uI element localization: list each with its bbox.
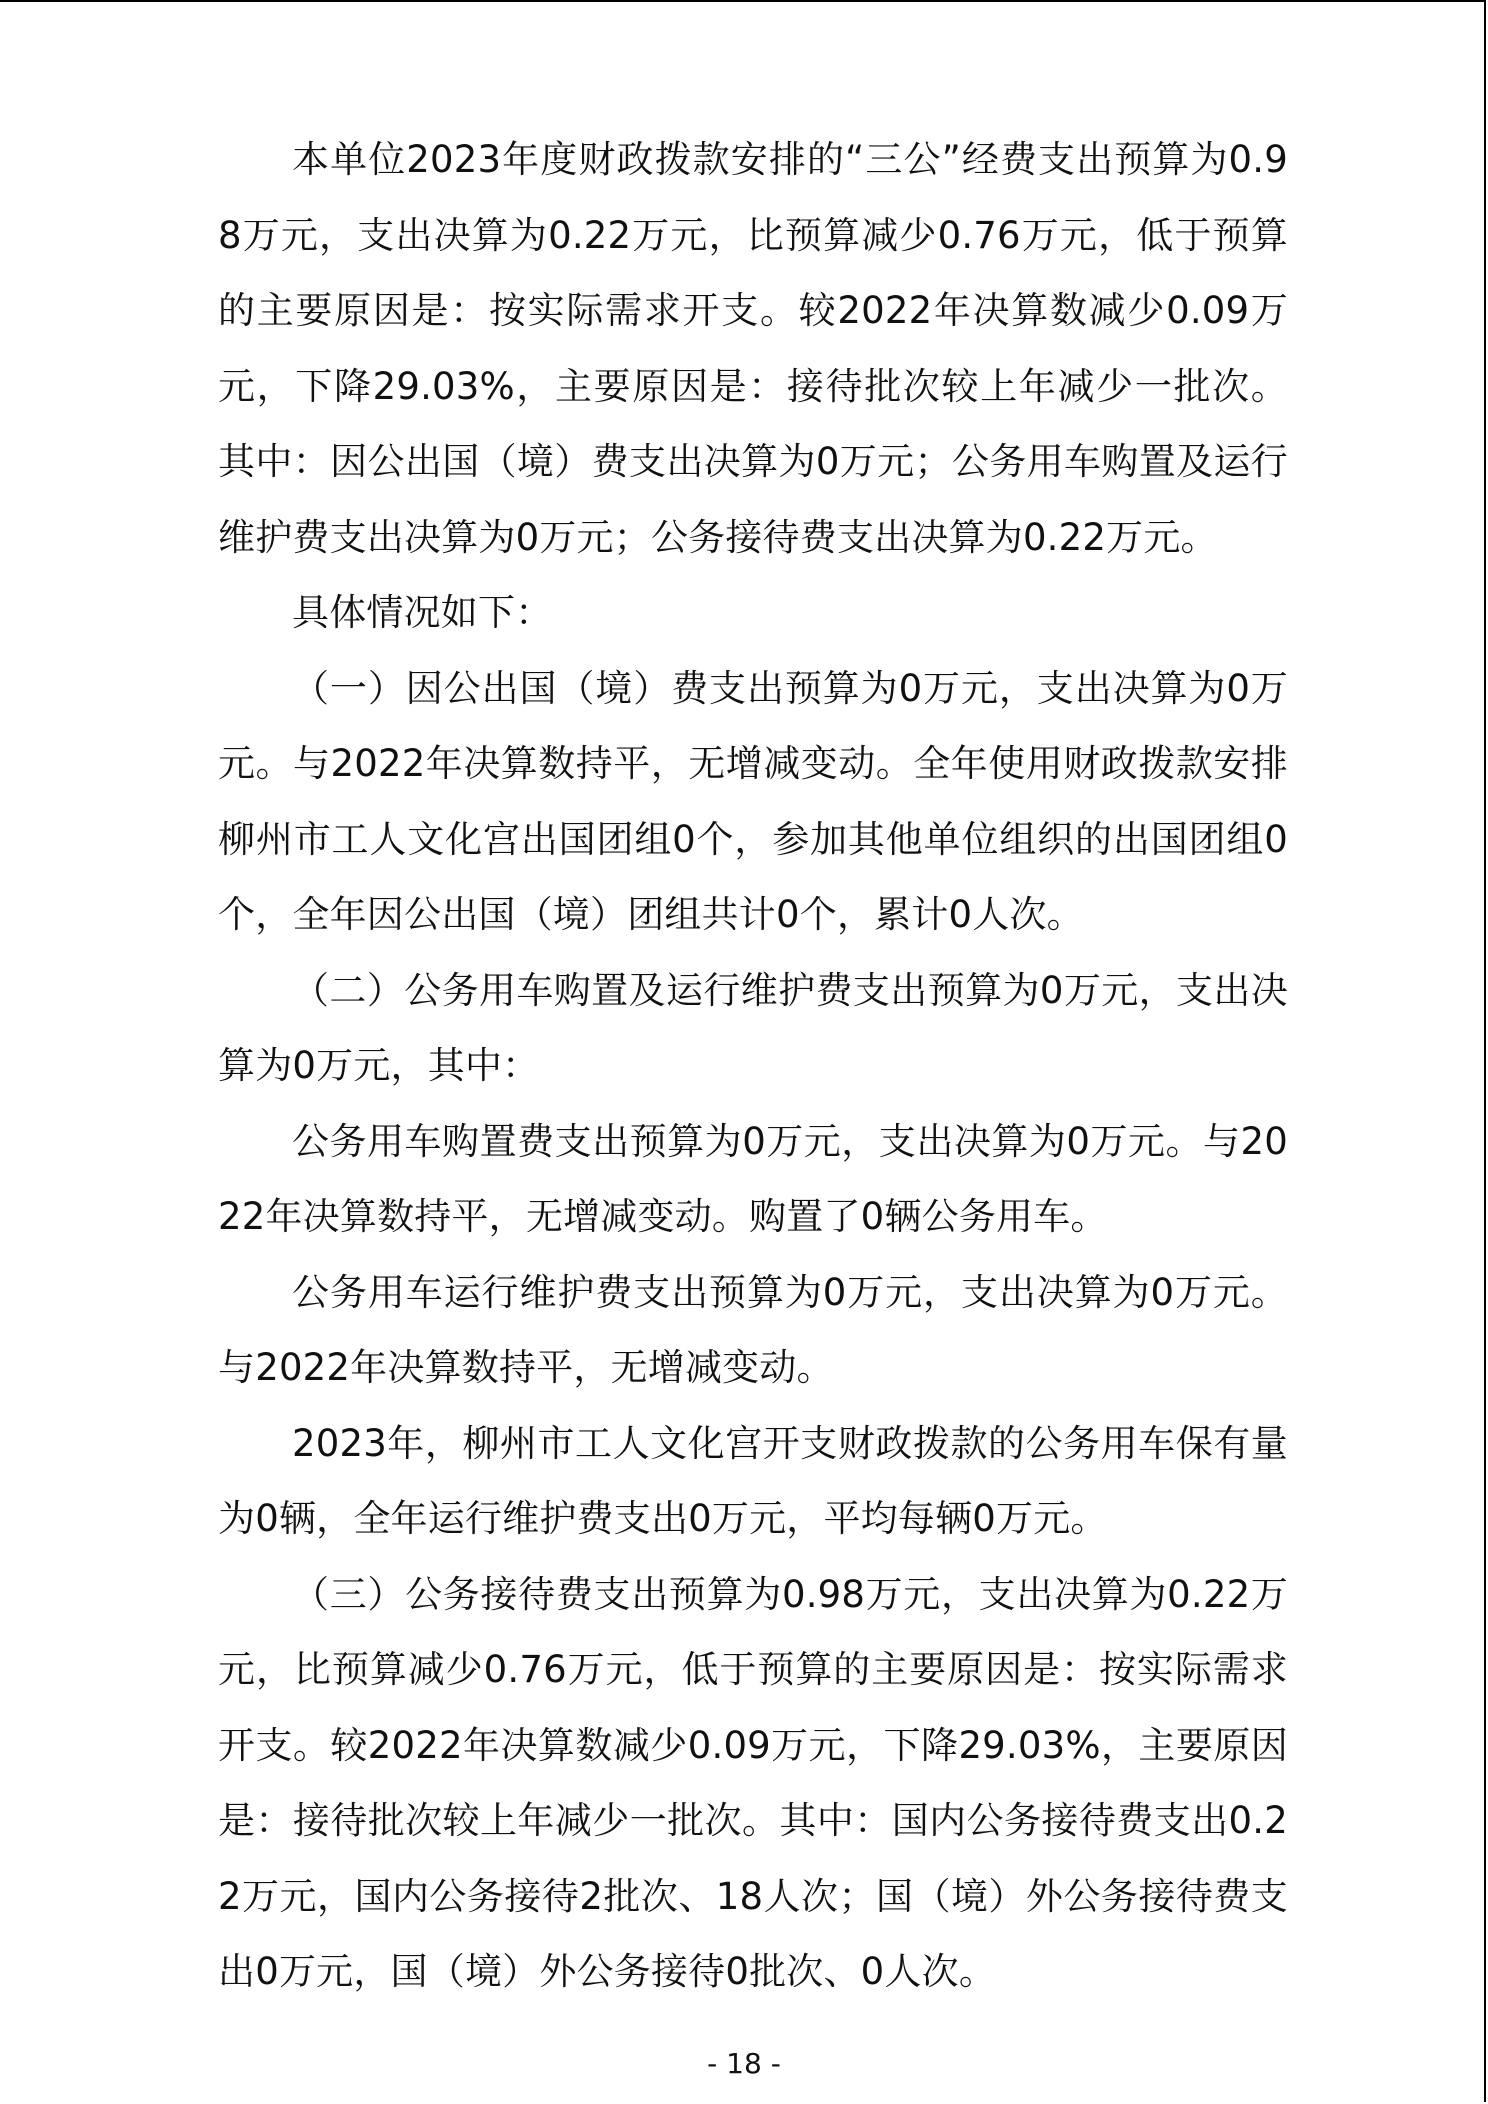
paragraph-vehicle-maintenance: 公务用车运行维护费支出预算为0万元，支出决算为0万元。与2022年决算数持平，无增减变动。 xyxy=(218,1270,1288,1389)
paragraph-vehicle-purchase: 公务用车购置费支出预算为0万元，支出决算为0万元。与2022年决算数持平，无增减变动。购置了0辆公务用车。 xyxy=(218,1119,1288,1238)
paragraph-details-intro: 具体情况如下： xyxy=(292,591,553,634)
paragraph-vehicle-overview: （二）公务用车购置及运行维护费支出预算为0万元，支出决算为0万元，其中： xyxy=(218,968,1288,1087)
page-number: - 18 - xyxy=(707,2047,781,2080)
paragraph-vehicle-holdings: 2023年，柳州市工人文化宫开支财政拨款的公务用车保有量为0辆，全年运行维护费支出0万元，平均每辆0万元。 xyxy=(218,1421,1288,1540)
paragraph-three-public-summary: 本单位2023年度财政拨款安排的“三公”经费支出预算为0.98万元，支出决算为0.22万元，比预算减少0.76万元，低于预算的主要原因是：按实际需求开支。较2022年决算数减少0.09万元，下降29.03%，主要原因是：接待批次较上年减少一批次。其中：因公出国（境）费支出决算为0万元；公务用车购置及运行维护费支出决算为0万元；公务接待费支出决算为0.22万元。 xyxy=(218,138,1288,559)
body-text xyxy=(218,122,1288,2010)
paragraph-overseas-travel: （一）因公出国（境）费支出预算为0万元，支出决算为0万元。与2022年决算数持平，无增减变动。全年使用财政拨款安排柳州市工人文化宫出国团组0个，参加其他单位组织的出国团组0个，全年因公出国（境）团组共计0个，累计0人次。 xyxy=(218,666,1288,936)
paragraph-reception: （三）公务接待费支出预算为0.98万元，支出决算为0.22万元，比预算减少0.76万元，低于预算的主要原因是：按实际需求开支。较2022年决算数减少0.09万元，下降29.03%，主要原因是：接待批次较上年减少一批次。其中：国内公务接待费支出0.22万元，国内公务接待2批次、18人次；国（境）外公务接待费支出0万元，国（境）外公务接待0批次、0人次。 xyxy=(218,1572,1288,1993)
